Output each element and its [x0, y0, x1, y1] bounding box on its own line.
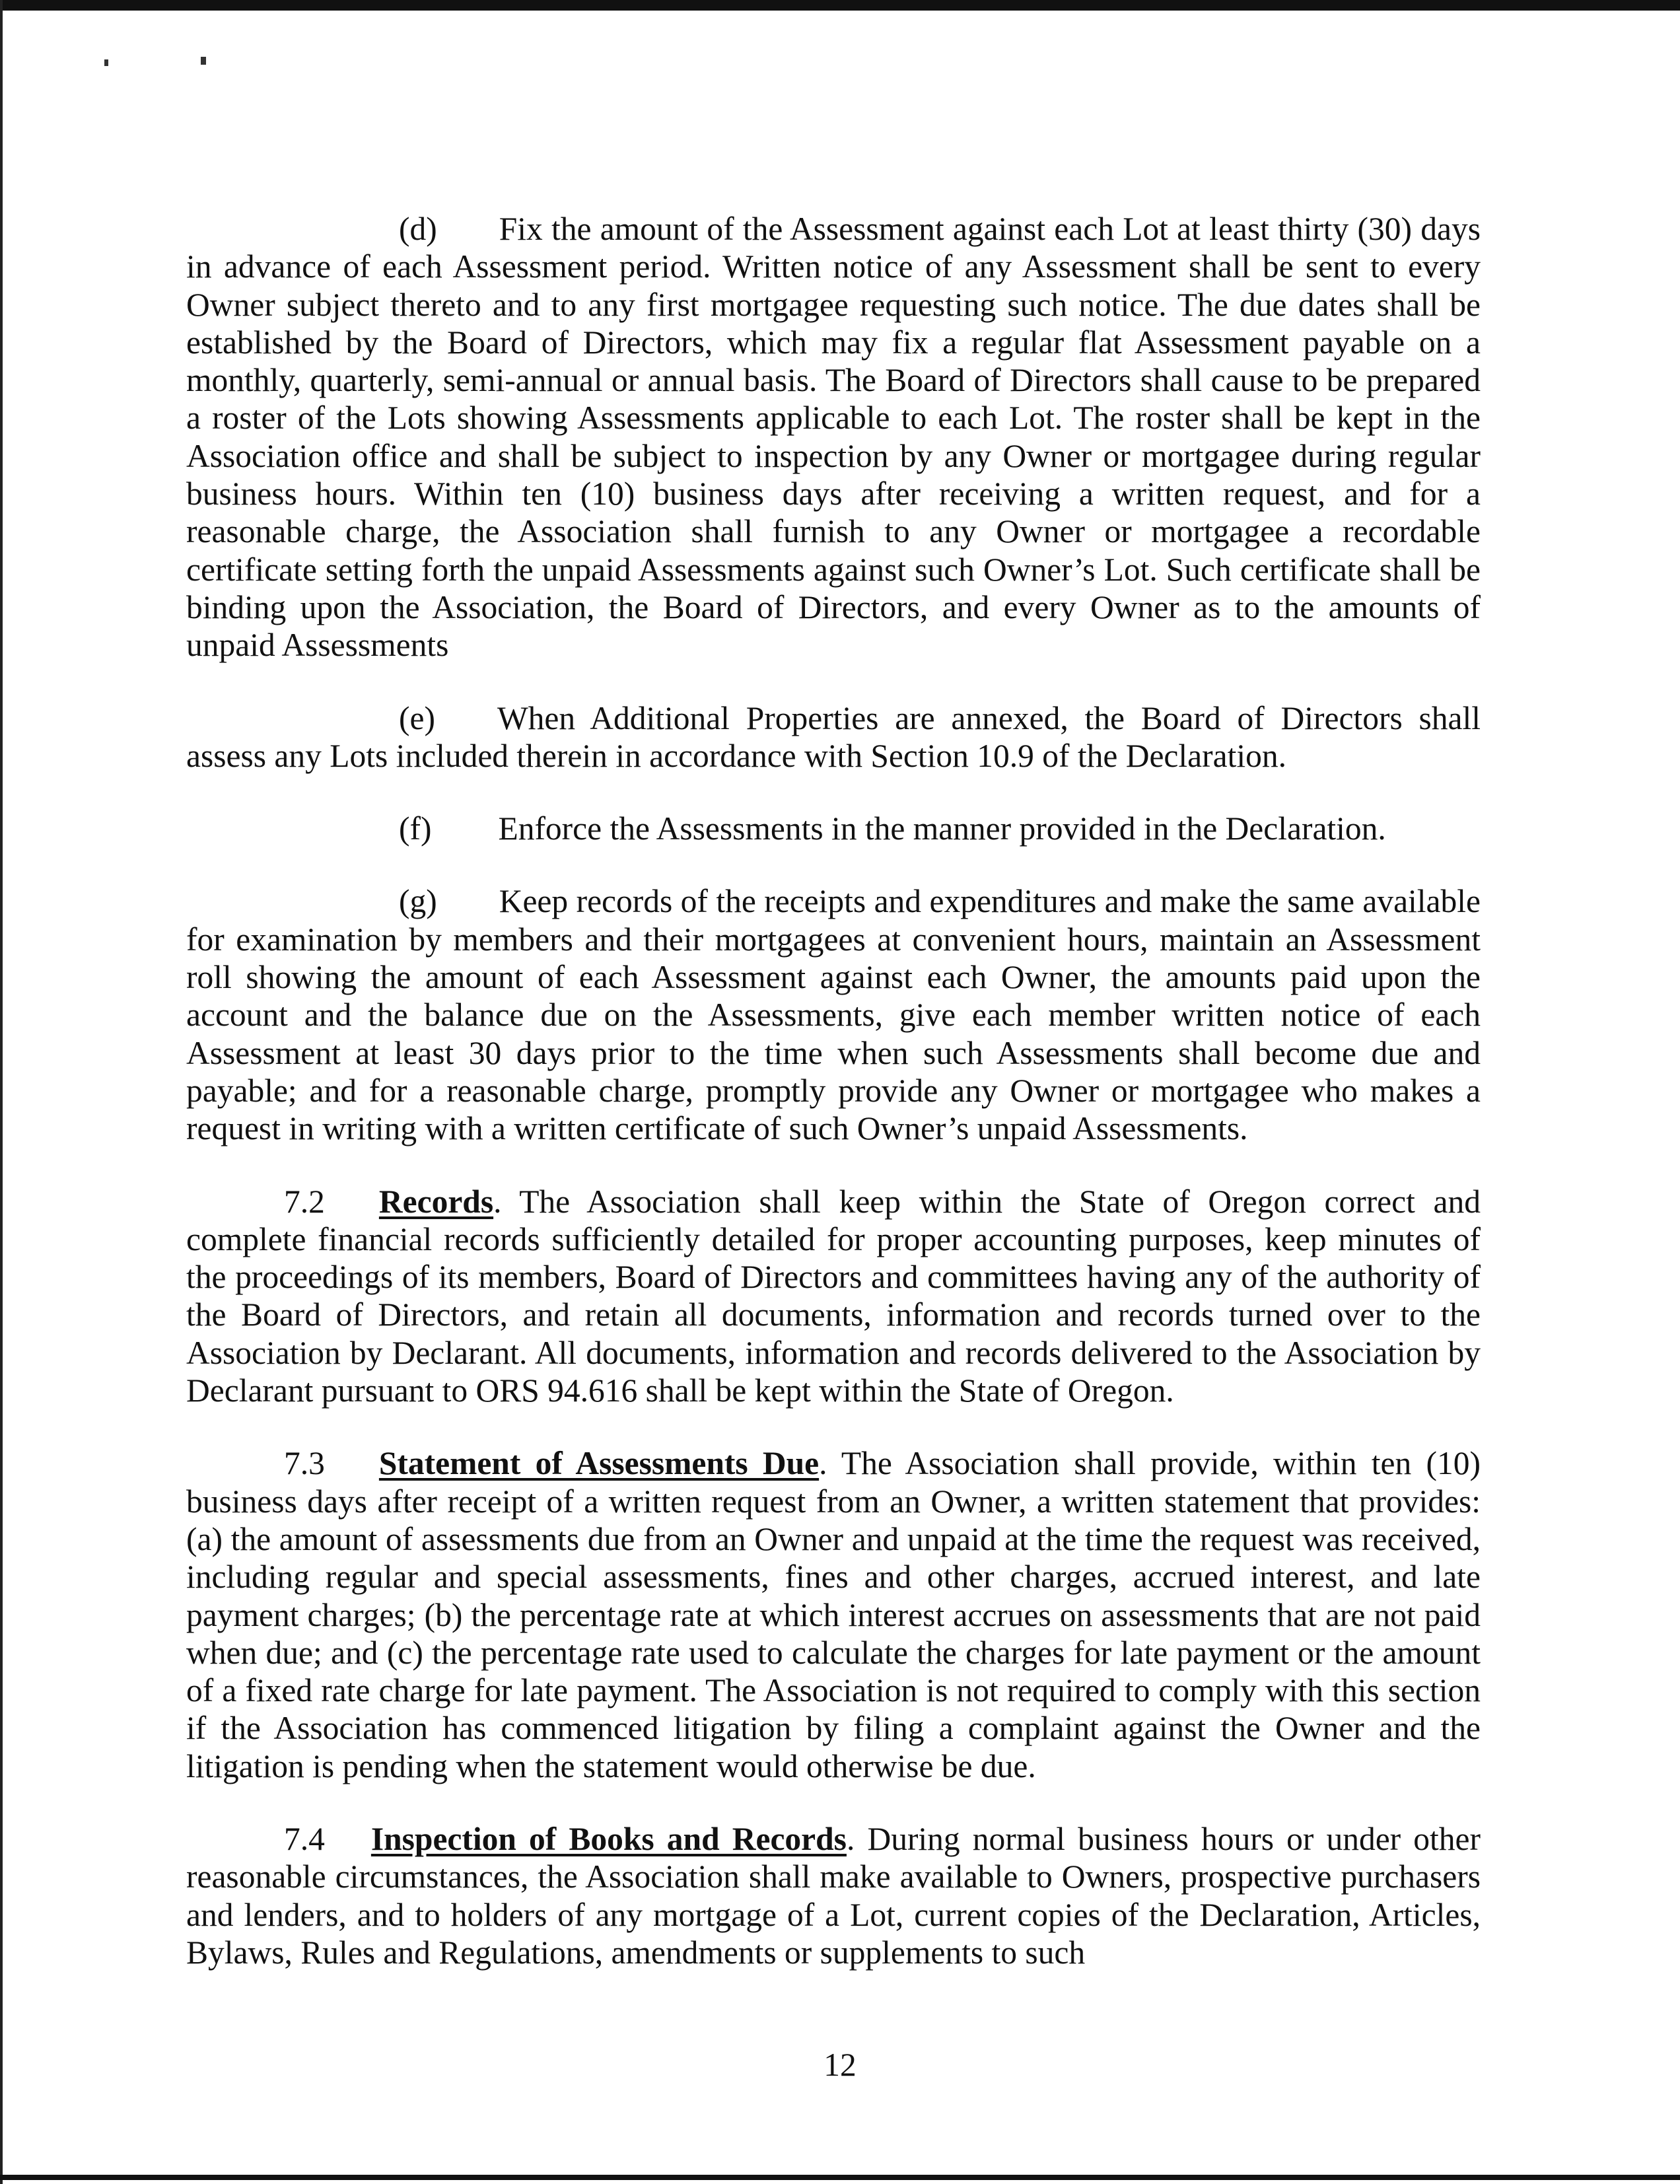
paragraph-f: [186, 810, 1481, 847]
scan-border-bottom: [0, 2175, 1680, 2180]
section-text: . The Association shall keep within the State of Oregon correct and complete financial records sufficiently detailed for proper accounting purposes, keep minutes of the proceedings of its members, Board of Directors and committees having any of the authority of the Board of Directors, and retain all documents, information and records turned over to the Association by Declarant. All documents, information and records delivered to the Association by Declarant pursuant to ORS 94.616 shall be kept within the State of Oregon.: [186, 1183, 1481, 1409]
paragraph-text: When Additional Properties are annexed, the Board of Directors shall assess any Lots included therein in accordance with Section 10.9 of the Declaration.: [186, 699, 1481, 774]
paragraph-text: Enforce the Assessments in the manner provided in the Declaration.: [498, 810, 1386, 847]
section-text: . During normal business hours or under other reasonable circumstances, the Association shall make available to Owners, prospective purchasers and lenders, and to holders of any mortgage of a Lot, current copies of the Declaration, Articles, Bylaws, Rules and Regulations, amendments or supplements to such: [186, 1820, 1481, 1971]
document-page: [186, 210, 1481, 1971]
paragraph-label: (e): [399, 699, 435, 736]
paragraph-label: (d): [399, 211, 437, 247]
section-text: . The Association shall provide, within ten (10) business days after receipt of a written request from an Owner, a written statement that provides: (a) the amount of assessments due from an Owner and unpaid at the time the request was received, including regular and special assessments, fines and other charges, accrued interest, and late payment charges; (b) the percentage rate at which interest accrues on assessments that are not paid when due; and (c) the percentage rate used to calculate the charges for late payment or the amount of a fixed rate charge for late payment. The Association is not required to comply with this section if the Association has commenced litigation by filing a complaint against the Owner and the litigation is pending when the statement would otherwise be due.: [186, 1445, 1481, 1784]
scan-border-left: [0, 0, 3, 2184]
section-number: 7.3: [284, 1445, 325, 1482]
section-number: 7.4: [284, 1820, 325, 1857]
paragraph-e: [186, 699, 1481, 775]
section-7-4: [186, 1820, 1481, 1971]
section-7-3: [186, 1444, 1481, 1785]
section-heading: Inspection of Books and Records: [370, 1820, 847, 1857]
paragraph-label: (f): [399, 810, 432, 847]
paragraph-text: Keep records of the receipts and expenditures and make the same available for examination by members and their mortgagees at convenient hours, maintain an Assessment roll showing the amount of each Assessment against each Owner, the amounts paid upon the account and the balance due on the Assessments, give each member written notice of each Assessment at least 30 days prior to the time when such Assessments shall become due and payable; and for a reasonable charge, promptly provide any Owner or mortgagee who makes a request in writing with a written certificate of such Owner’s unpaid Assessments.: [186, 883, 1481, 1147]
page-number: 12: [823, 2047, 857, 2083]
paragraph-d: [186, 210, 1481, 664]
paragraph-text: Fix the amount of the Assessment against each Lot at least thirty (30) days in advance of each Assessment period. Written notice of any Assessment shall be sent to every Owner subject thereto and to any first mortgagee requesting such notice. The due dates shall be established by the Board of Directors, which may fix a regular flat Assessment payable on a monthly, quarterly, semi-annual or annual basis. The Board of Directors shall cause to be prepared a roster of the Lots showing Assessments applicable to each Lot. The roster shall be kept in the Association office and shall be subject to inspection by any Owner or mortgagee during regular business hours. Within ten (10) business days after receiving a written request, and for a reasonable charge, the Association shall furnish to any Owner or mortgagee a recordable certificate setting forth the unpaid Assessments against such Owner’s Lot. Such certificate shall be binding upon the Association, the Board of Directors, and every Owner as to the amounts of unpaid Assessments: [186, 211, 1481, 664]
section-number: 7.2: [284, 1183, 325, 1220]
paragraph-g: [186, 882, 1481, 1147]
section-heading: Records: [378, 1183, 494, 1220]
paragraph-label: (g): [399, 883, 437, 920]
section-heading: Statement of Assessments Due: [378, 1445, 820, 1482]
scan-speck: [104, 59, 108, 66]
section-7-2: [186, 1183, 1481, 1410]
scan-border-top: [0, 0, 1680, 11]
scan-speck: [201, 57, 206, 65]
